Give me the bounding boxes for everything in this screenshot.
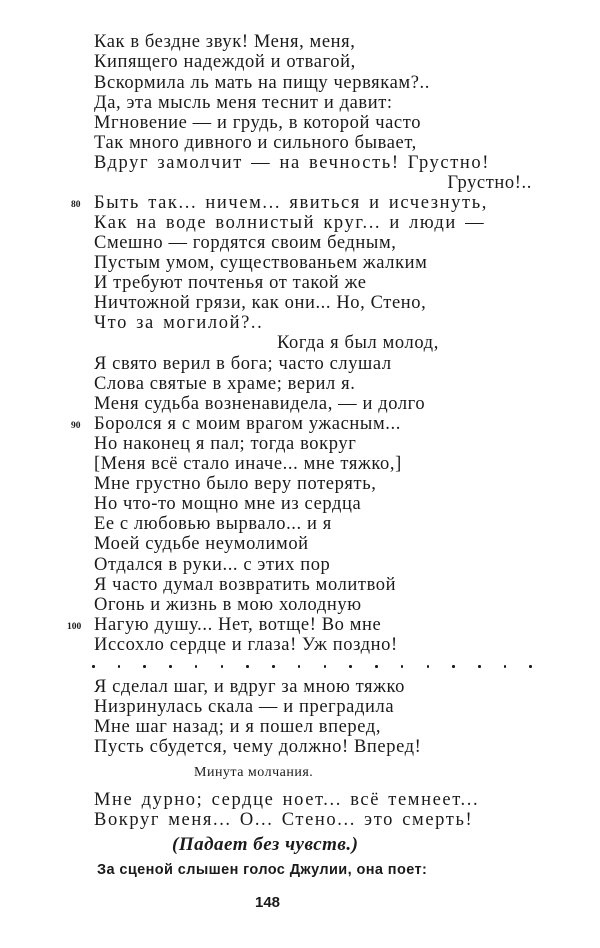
ellipsis-dot <box>478 665 481 668</box>
verse-line: Так много дивного и сильного бывает, <box>94 133 417 153</box>
verse-line: Слова святые в храме; верил я. <box>94 374 356 394</box>
line-number: 100 <box>67 622 82 632</box>
verse-line: Грустно!.. <box>447 173 532 193</box>
ellipsis-dot <box>349 665 352 668</box>
verse-line: Смешно — гордятся своим бедным, <box>94 233 397 253</box>
verse-line: Я сделал шаг, и вдруг за мною тяжко <box>94 677 406 697</box>
verse-line: Что за могилой?.. <box>94 313 264 333</box>
verse-line: Вокруг меня... О... Стено... это смерть! <box>94 810 474 830</box>
verse-line: Вдруг замолчит — на вечность! Грустно! <box>94 153 491 173</box>
ellipsis-divider <box>92 665 532 671</box>
verse-line: Кипящего надеждой и отвагой, <box>94 52 356 72</box>
ellipsis-dot <box>375 665 378 668</box>
stage-direction-faint: (Падает без чувств.) <box>172 834 359 855</box>
verse-line: Но что-то мощно мне из сердца <box>94 494 362 514</box>
ellipsis-dot <box>169 665 172 668</box>
line-number: 80 <box>71 200 81 210</box>
verse-line: Как в бездне звук! Меня, меня, <box>94 32 356 52</box>
ellipsis-dot <box>324 665 327 668</box>
verse-line: Боролся я с моим врагом ужасным... <box>94 414 401 434</box>
verse-line: Пустым умом, существованьем жалким <box>94 253 428 273</box>
verse-line: Мне грустно было веру потерять, <box>94 474 377 494</box>
verse-line: Да, эта мысль меня теснит и давит: <box>94 93 393 113</box>
verse-line: Мне шаг назад; и я пошел вперед, <box>94 717 382 737</box>
verse-line: Пусть сбудется, чему должно! Вперед! <box>94 737 422 757</box>
verse-line: Огонь и жизнь в мою холодную <box>94 595 362 615</box>
verse-line: Быть так... ничем... явиться и исчезнуть, <box>94 193 488 213</box>
ellipsis-dot <box>427 665 430 668</box>
ellipsis-dot <box>195 665 198 668</box>
ellipsis-dot <box>118 665 121 668</box>
verse-line: Мгновение — и грудь, в которой часто <box>94 113 422 133</box>
verse-line: Низринулась скала — и преградила <box>94 697 395 717</box>
verse-line: Вскормила ль мать на пищу червякам?.. <box>94 73 430 93</box>
ellipsis-dot <box>272 665 275 668</box>
verse-line: Как на воде волнистый круг... и люди — <box>94 213 486 233</box>
ellipsis-dot <box>92 665 95 668</box>
verse-line: Отдался в руки... с этих пор <box>94 555 331 575</box>
verse-line: Ничтожной грязи, как они... Но, Стено, <box>94 293 427 313</box>
verse-line: Но наконец я пал; тогда вокруг <box>94 434 357 454</box>
ellipsis-dot <box>452 665 455 668</box>
verse-line: [Меня всё стало иначе... мне тяжко,] <box>94 454 402 474</box>
stage-direction-offstage: За сценой слышен голос Джулии, она поет: <box>97 862 428 878</box>
verse-line: Меня судьба возненавидела, — и долго <box>94 394 426 414</box>
page-number: 148 <box>255 894 281 911</box>
verse-line: Мне дурно; сердце ноет... всё темнеет... <box>94 790 480 810</box>
line-number: 90 <box>71 421 81 431</box>
ellipsis-dot <box>529 665 532 668</box>
verse-line: Нагую душу... Нет, вотще! Во мне <box>94 615 382 635</box>
ellipsis-dot <box>143 665 146 668</box>
verse-line: Иссохло сердце и глаза! Уж поздно! <box>94 635 398 655</box>
verse-line: Моей судьбе неумолимой <box>94 534 309 554</box>
verse-line: Ее с любовью вырвало... и я <box>94 514 332 534</box>
verse-line: Я часто думал возвратить молитвой <box>94 575 397 595</box>
verse-line: Я свято верил в бога; часто слушал <box>94 354 392 374</box>
verse-line: И требуют почтенья от такой же <box>94 273 367 293</box>
ellipsis-dot <box>221 665 224 668</box>
ellipsis-dot <box>298 665 301 668</box>
ellipsis-dot <box>246 665 249 668</box>
stage-direction-pause: Минута молчания. <box>194 765 314 780</box>
ellipsis-dot <box>504 665 507 668</box>
verse-line: Когда я был молод, <box>277 333 439 353</box>
ellipsis-dot <box>401 665 404 668</box>
